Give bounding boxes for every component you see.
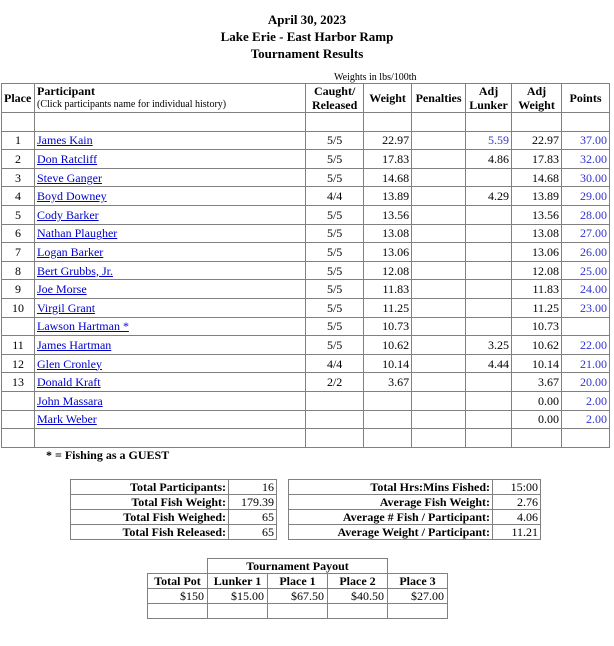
participant-cell <box>34 354 305 373</box>
adj-lunker-cell <box>466 261 512 280</box>
weight-cell: 11.83 <box>364 280 412 299</box>
adj-weight-cell: 13.08 <box>512 224 562 243</box>
penalties-cell <box>412 280 466 299</box>
caught-cell: 4/4 <box>306 187 364 206</box>
points-cell: 2.00 <box>562 391 610 410</box>
table-row <box>2 205 610 224</box>
caught-cell: 5/5 <box>306 224 364 243</box>
place-cell: 2 <box>2 150 35 169</box>
points-cell: 2.00 <box>562 410 610 429</box>
points-cell: 22.00 <box>562 336 610 355</box>
caught-cell: 2/2 <box>306 373 364 392</box>
participant-link[interactable]: Logan Barker <box>36 244 104 259</box>
place-cell <box>2 317 35 336</box>
points-cell: 32.00 <box>562 150 610 169</box>
table-row <box>2 429 610 448</box>
stat-label: Total Fish Weighed: <box>71 510 229 525</box>
table-row <box>2 150 610 169</box>
penalties-cell <box>412 317 466 336</box>
table-row <box>2 298 610 317</box>
col-caught-label: Caught/ <box>313 84 356 98</box>
participant-link[interactable]: Cody Barker <box>36 207 99 222</box>
place-cell: 5 <box>2 205 35 224</box>
col-adj-lunker-1: Adj <box>478 84 499 98</box>
participant-cell <box>34 317 305 336</box>
place-cell: 10 <box>2 298 35 317</box>
points-cell <box>562 113 610 132</box>
payout-header: Lunker 1 <box>208 574 268 589</box>
adj-lunker-cell: 4.29 <box>466 187 512 206</box>
caught-cell <box>306 429 364 448</box>
weight-cell: 10.73 <box>364 317 412 336</box>
penalties-cell <box>412 131 466 150</box>
adj-lunker-cell <box>466 168 512 187</box>
participant-cell <box>34 113 305 132</box>
payout-header-row <box>148 574 448 589</box>
penalties-cell <box>412 298 466 317</box>
weight-cell: 3.67 <box>364 373 412 392</box>
payout-header: Total Pot <box>148 574 208 589</box>
payout-table <box>147 558 448 619</box>
participant-link[interactable]: John Massara <box>36 393 103 408</box>
participant-cell <box>34 131 305 150</box>
stat-label: Average Weight / Participant: <box>289 525 493 540</box>
weight-cell <box>364 410 412 429</box>
penalties-cell <box>412 187 466 206</box>
col-weight: Weight <box>364 84 412 113</box>
table-row <box>2 113 610 132</box>
participant-cell <box>34 336 305 355</box>
table-row <box>2 187 610 206</box>
header-location: Lake Erie - East Harbor Ramp <box>220 29 394 44</box>
participant-link[interactable]: Joe Morse <box>36 282 87 297</box>
header-date: April 30, 2023 <box>267 12 347 27</box>
caught-cell: 5/5 <box>306 280 364 299</box>
adj-lunker-cell: 5.59 <box>466 131 512 150</box>
participant-cell <box>34 429 305 448</box>
stat-label: Average # Fish / Participant: <box>289 510 493 525</box>
place-cell: 12 <box>2 354 35 373</box>
caught-cell: 5/5 <box>306 298 364 317</box>
table-row <box>2 336 610 355</box>
participant-link[interactable]: Don Ratcliff <box>36 151 98 166</box>
participant-cell <box>34 280 305 299</box>
stats-table <box>70 479 541 540</box>
adj-lunker-cell: 3.25 <box>466 336 512 355</box>
adj-lunker-cell <box>466 429 512 448</box>
adj-lunker-cell <box>466 373 512 392</box>
participant-link[interactable]: Lawson Hartman * <box>36 319 129 334</box>
weights-note: Weights in lbs/100th <box>334 72 417 83</box>
points-cell: 21.00 <box>562 354 610 373</box>
caught-cell: 5/5 <box>306 336 364 355</box>
col-participant-label: Participant <box>36 84 95 98</box>
stats-row <box>71 495 541 510</box>
caught-cell <box>306 113 364 132</box>
caught-cell: 5/5 <box>306 168 364 187</box>
adj-weight-cell: 13.56 <box>512 205 562 224</box>
table-row <box>2 243 610 262</box>
participant-cell <box>34 187 305 206</box>
stat-label: Total Fish Weight: <box>71 495 229 510</box>
place-cell: 4 <box>2 187 35 206</box>
weight-cell: 13.89 <box>364 187 412 206</box>
table-row <box>2 131 610 150</box>
stat-spacer <box>277 510 289 525</box>
adj-lunker-cell <box>466 298 512 317</box>
stat-value: 15:00 <box>493 480 541 495</box>
caught-cell: 5/5 <box>306 317 364 336</box>
adj-weight-cell <box>512 113 562 132</box>
penalties-cell <box>412 410 466 429</box>
stats-row <box>71 480 541 495</box>
penalties-cell <box>412 224 466 243</box>
penalties-cell <box>412 243 466 262</box>
col-adj-weight-1: Adj <box>526 84 547 98</box>
place-cell: 6 <box>2 224 35 243</box>
stat-value: 11.21 <box>493 525 541 540</box>
adj-weight-cell: 12.08 <box>512 261 562 280</box>
stat-spacer <box>277 495 289 510</box>
stat-value: 4.06 <box>493 510 541 525</box>
points-cell: 30.00 <box>562 168 610 187</box>
table-row <box>2 410 610 429</box>
penalties-cell <box>412 429 466 448</box>
payout-value-row <box>148 589 448 604</box>
participant-link[interactable]: James Kain <box>36 133 93 148</box>
results-table <box>1 83 610 448</box>
participant-link[interactable]: James Hartman <box>36 337 112 352</box>
table-row <box>2 261 610 280</box>
adj-weight-cell: 14.68 <box>512 168 562 187</box>
participant-link[interactable]: Nathan Plaugher <box>36 226 118 241</box>
col-adj-weight <box>512 84 562 113</box>
penalties-cell <box>412 113 466 132</box>
payout-header: Place 3 <box>388 574 448 589</box>
points-cell: 25.00 <box>562 261 610 280</box>
participant-cell <box>34 410 305 429</box>
payout-value: $27.00 <box>388 589 448 604</box>
table-row <box>2 373 610 392</box>
stat-spacer <box>277 480 289 495</box>
payout-value: $40.50 <box>328 589 388 604</box>
participant-link[interactable]: Bert Grubbs, Jr. <box>36 263 113 278</box>
payout-value: $15.00 <box>208 589 268 604</box>
payout-title-row <box>148 559 448 574</box>
adj-lunker-cell <box>466 224 512 243</box>
participant-link[interactable]: Virgil Grant <box>36 300 96 315</box>
caught-cell: 5/5 <box>306 131 364 150</box>
caught-cell: 4/4 <box>306 354 364 373</box>
participant-link[interactable]: Donald Kraft <box>36 375 101 390</box>
col-released-label: Released <box>311 98 358 112</box>
adj-lunker-cell <box>466 391 512 410</box>
caught-cell <box>306 410 364 429</box>
participant-cell <box>34 168 305 187</box>
place-cell: 1 <box>2 131 35 150</box>
weight-cell <box>364 113 412 132</box>
adj-weight-cell: 13.06 <box>512 243 562 262</box>
stat-spacer <box>277 525 289 540</box>
points-cell: 27.00 <box>562 224 610 243</box>
col-adj-lunker-2: Lunker <box>469 98 508 112</box>
caught-cell: 5/5 <box>306 150 364 169</box>
col-participant-note: (Click participants name for individual history) <box>36 99 227 110</box>
weight-cell: 12.08 <box>364 261 412 280</box>
place-cell: 8 <box>2 261 35 280</box>
col-place: Place <box>2 84 35 113</box>
weight-cell <box>364 391 412 410</box>
adj-weight-cell: 13.89 <box>512 187 562 206</box>
points-cell: 20.00 <box>562 373 610 392</box>
stat-value: 65 <box>229 510 277 525</box>
participant-cell <box>34 298 305 317</box>
weight-cell <box>364 429 412 448</box>
penalties-cell <box>412 205 466 224</box>
adj-lunker-cell <box>466 113 512 132</box>
penalties-cell <box>412 150 466 169</box>
points-cell: 23.00 <box>562 298 610 317</box>
place-cell: 11 <box>2 336 35 355</box>
adj-lunker-cell: 4.86 <box>466 150 512 169</box>
participant-link[interactable]: Mark Weber <box>36 412 97 427</box>
place-cell: 3 <box>2 168 35 187</box>
stats-body <box>71 480 541 540</box>
table-row <box>2 317 610 336</box>
stat-value: 179.39 <box>229 495 277 510</box>
payout-value: $67.50 <box>268 589 328 604</box>
caught-cell: 5/5 <box>306 205 364 224</box>
stat-value: 65 <box>229 525 277 540</box>
weight-cell: 10.62 <box>364 336 412 355</box>
adj-lunker-cell <box>466 280 512 299</box>
caught-cell: 5/5 <box>306 243 364 262</box>
participant-cell <box>34 373 305 392</box>
place-cell <box>2 113 35 132</box>
participant-cell <box>34 243 305 262</box>
points-cell: 24.00 <box>562 280 610 299</box>
weight-cell: 22.97 <box>364 131 412 150</box>
points-cell <box>562 429 610 448</box>
participant-cell <box>34 224 305 243</box>
participant-cell <box>34 391 305 410</box>
participant-link[interactable]: Steve Ganger <box>36 170 102 185</box>
adj-weight-cell: 0.00 <box>512 410 562 429</box>
stat-label: Total Fish Released: <box>71 525 229 540</box>
col-caught-released <box>306 84 364 113</box>
caught-cell <box>306 391 364 410</box>
adj-weight-cell: 10.73 <box>512 317 562 336</box>
table-row <box>2 224 610 243</box>
adj-weight-cell: 10.62 <box>512 336 562 355</box>
place-cell <box>2 429 35 448</box>
participant-link[interactable]: Boyd Downey <box>36 189 107 204</box>
penalties-cell <box>412 391 466 410</box>
adj-lunker-cell: 4.44 <box>466 354 512 373</box>
payout-title: Tournament Payout <box>208 559 388 574</box>
guest-note: * = Fishing as a GUEST <box>46 448 170 462</box>
points-cell: 28.00 <box>562 205 610 224</box>
participant-link[interactable]: Glen Cronley <box>36 356 102 371</box>
payout-empty-row <box>148 604 448 619</box>
col-participant <box>34 84 305 113</box>
penalties-cell <box>412 336 466 355</box>
table-row <box>2 280 610 299</box>
participant-cell <box>34 150 305 169</box>
caught-cell: 5/5 <box>306 261 364 280</box>
col-penalties: Penalties <box>412 84 466 113</box>
adj-weight-cell: 0.00 <box>512 391 562 410</box>
col-adj-weight-2: Weight <box>518 98 555 112</box>
place-cell: 7 <box>2 243 35 262</box>
header-subtitle: Tournament Results <box>250 46 364 61</box>
adj-lunker-cell <box>466 410 512 429</box>
points-cell <box>562 317 610 336</box>
adj-weight-cell: 10.14 <box>512 354 562 373</box>
weight-cell: 13.06 <box>364 243 412 262</box>
weight-cell: 13.08 <box>364 224 412 243</box>
penalties-cell <box>412 168 466 187</box>
payout-header: Place 2 <box>328 574 388 589</box>
place-cell <box>2 391 35 410</box>
stat-value: 16 <box>229 480 277 495</box>
weight-cell: 10.14 <box>364 354 412 373</box>
adj-weight-cell <box>512 429 562 448</box>
weight-cell: 14.68 <box>364 168 412 187</box>
adj-lunker-cell <box>466 205 512 224</box>
points-cell: 26.00 <box>562 243 610 262</box>
weight-cell: 11.25 <box>364 298 412 317</box>
stats-row <box>71 510 541 525</box>
adj-lunker-cell <box>466 317 512 336</box>
participant-cell <box>34 205 305 224</box>
adj-lunker-cell <box>466 243 512 262</box>
stat-label: Total Hrs:Mins Fished: <box>289 480 493 495</box>
penalties-cell <box>412 354 466 373</box>
weight-cell: 13.56 <box>364 205 412 224</box>
points-cell: 37.00 <box>562 131 610 150</box>
table-row <box>2 354 610 373</box>
adj-weight-cell: 17.83 <box>512 150 562 169</box>
adj-weight-cell: 11.25 <box>512 298 562 317</box>
table-row <box>2 168 610 187</box>
payout-value: $150 <box>148 589 208 604</box>
adj-weight-cell: 11.83 <box>512 280 562 299</box>
points-cell: 29.00 <box>562 187 610 206</box>
results-body <box>2 113 610 448</box>
stats-row <box>71 525 541 540</box>
col-points: Points <box>562 84 610 113</box>
adj-weight-cell: 22.97 <box>512 131 562 150</box>
weight-cell: 17.83 <box>364 150 412 169</box>
adj-weight-cell: 3.67 <box>512 373 562 392</box>
penalties-cell <box>412 373 466 392</box>
place-cell: 13 <box>2 373 35 392</box>
payout-header: Place 1 <box>268 574 328 589</box>
stat-label: Total Participants: <box>71 480 229 495</box>
stat-label: Average Fish Weight: <box>289 495 493 510</box>
place-cell: 9 <box>2 280 35 299</box>
table-header-row <box>2 84 610 113</box>
stat-value: 2.76 <box>493 495 541 510</box>
place-cell <box>2 410 35 429</box>
col-adj-lunker <box>466 84 512 113</box>
participant-cell <box>34 261 305 280</box>
penalties-cell <box>412 261 466 280</box>
table-row <box>2 391 610 410</box>
